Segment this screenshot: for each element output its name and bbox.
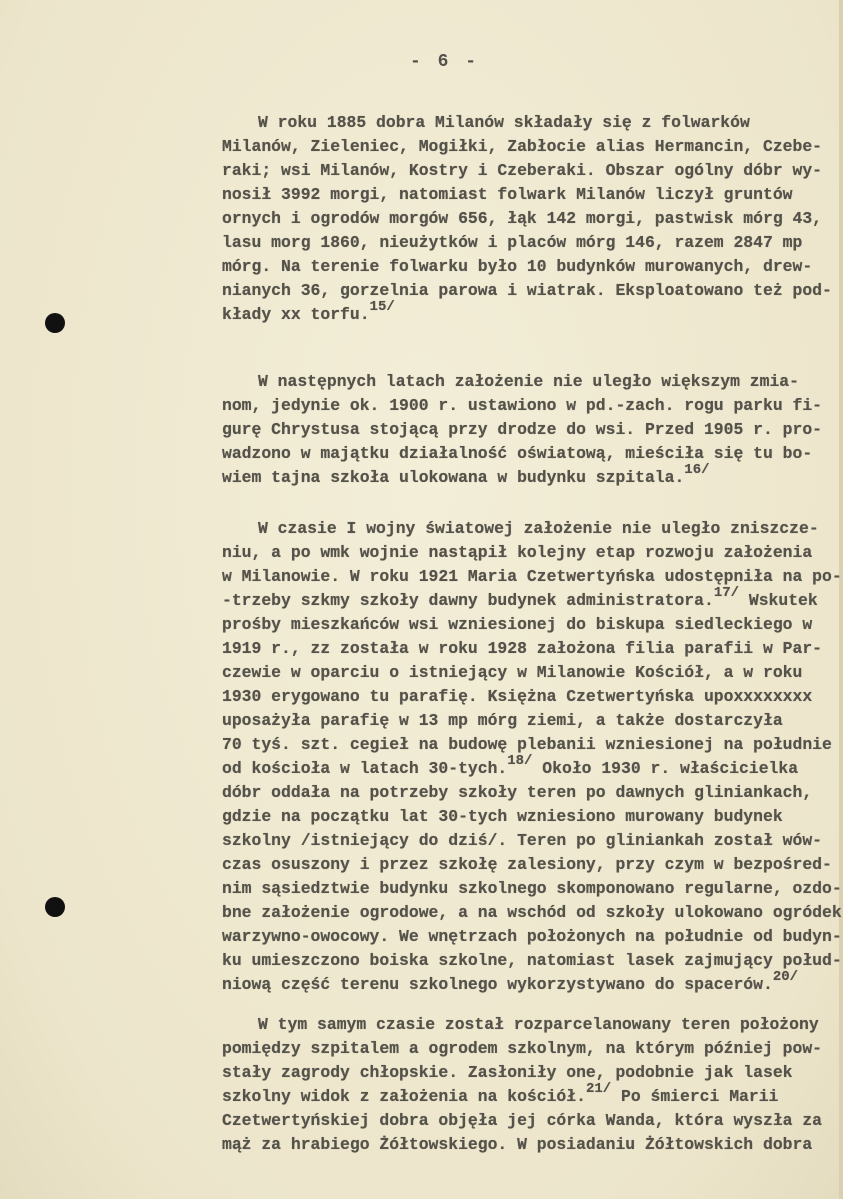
- paragraph-first-line: [258, 1015, 819, 1035]
- text-line: [222, 161, 822, 181]
- footnote-reference: 17/: [713, 585, 740, 601]
- text-line: [222, 783, 812, 803]
- line-text: nim sąsiedztwie budynku szkolnego skomponowano regularne, ozdo-: [222, 879, 842, 898]
- paragraph-first-line: [258, 519, 819, 539]
- line-text: od kościoła w latach 30-tych.: [222, 759, 508, 778]
- page-number: - 6 -: [410, 52, 480, 72]
- line-text: gurę Chrystusa stojącą przy drodze do wsi. Przed 1905 r. pro-: [222, 420, 822, 439]
- text-line: [222, 1081, 779, 1108]
- line-text: bne założenie ogrodowe, a na wschód od szkoły ulokowano ogródek: [222, 903, 842, 922]
- line-text: 1919 r., zz została w roku 1928 założona filia parafii w Par-: [222, 639, 822, 658]
- text-line: [222, 1135, 812, 1155]
- line-text: W czasie I wojny światowej założenie nie uległo zniszcze-: [258, 519, 819, 538]
- line-text: raki; wsi Milanów, Kostry i Czeberaki. Obszar ogólny dóbr wy-: [222, 161, 822, 180]
- footnote-reference: 20/: [772, 969, 799, 985]
- line-text: warzywno-owocowy. We wnętrzach położonych na południe od budyn-: [222, 927, 842, 946]
- text-line: [222, 711, 783, 731]
- text-line: [222, 687, 812, 707]
- line-text: stały zagrody chłopskie. Zasłoniły one, podobnie jak lasek: [222, 1063, 793, 1082]
- text-line: [222, 753, 799, 780]
- text-line: [222, 420, 822, 440]
- paragraph-first-line: [258, 113, 750, 133]
- text-line: [222, 462, 710, 489]
- line-text: Milanów, Zieleniec, Mogiłki, Zabłocie alias Hermancin, Czebe-: [222, 137, 822, 156]
- line-text: w Milanowie. W roku 1921 Maria Czetwertyńska udostępniła na po-: [222, 567, 842, 586]
- line-text: W tym samym czasie został rozparcelanowany teren położony: [258, 1015, 819, 1034]
- line-text: prośby mieszkańców wsi wzniesionej do biskupa siedleckiego w: [222, 615, 813, 634]
- text-line: [222, 543, 812, 563]
- text-line: [222, 615, 812, 635]
- line-text: nosił 3992 morgi, natomiast folwark Milanów liczył gruntów: [222, 185, 793, 204]
- text-line: [222, 396, 822, 416]
- text-line: [222, 209, 822, 229]
- line-text: nianych 36, gorzelnia parowa i wiatrak. Eksploatowano też pod-: [222, 281, 832, 300]
- line-text: W następnych latach założenie nie uległo większym zmia-: [258, 372, 799, 391]
- text-line: [222, 137, 822, 157]
- text-line: [222, 855, 832, 875]
- paragraph-first-line: [258, 372, 799, 392]
- text-line: [222, 639, 822, 659]
- page-edge: [839, 0, 843, 1199]
- line-text: pomiędzy szpitalem a ogrodem szkolnym, na którym później pow-: [222, 1039, 822, 1058]
- line-text: ornych i ogrodów morgów 656, łąk 142 morgi, pastwisk mórg 43,: [222, 209, 822, 228]
- text-line: [222, 444, 812, 464]
- line-text: gdzie na początku lat 30-tych wzniesiono murowany budynek: [222, 807, 783, 826]
- line-text: kłady xx torfu.: [222, 305, 370, 324]
- text-line: [222, 879, 842, 899]
- footnote-reference: 16/: [684, 462, 710, 478]
- line-text: wadzono w majątku działalność oświatową, mieściła się tu bo-: [222, 444, 813, 463]
- text-line: [222, 281, 832, 301]
- line-text: czas osuszony i przez szkołę zalesiony, przy czym w bezpośred-: [222, 855, 832, 874]
- line-text: lasu morg 1860, nieużytków i placów mórg 146, razem 2847 mp: [222, 233, 803, 252]
- text-line: [222, 185, 793, 205]
- line-text: mórg. Na terenie folwarku było 10 budynków murowanych, drew-: [222, 257, 813, 276]
- punch-hole-icon: [45, 897, 65, 917]
- line-text: mąż za hrabiego Żółtowskiego. W posiadaniu Żółtowskich dobra: [222, 1135, 813, 1154]
- text-line: [222, 831, 822, 851]
- line-text-continued: Wskutek: [739, 591, 818, 610]
- line-text: niową część terenu szkolnego wykorzystywano do spacerów.: [222, 975, 773, 994]
- line-text: uposażyła parafię w 13 mp mórg ziemi, a także dostarczyła: [222, 711, 783, 730]
- line-text-continued: Po śmierci Marii: [611, 1087, 779, 1106]
- line-text: szkolny /istniejący do dziś/. Teren po gliniankah został wów-: [222, 831, 822, 850]
- text-line: [222, 735, 832, 755]
- line-text: -trzeby szkmy szkoły dawny budynek administratora.: [222, 591, 714, 610]
- text-line: [222, 567, 842, 587]
- line-text: W roku 1885 dobra Milanów składały się z folwarków: [258, 113, 750, 132]
- text-line: [222, 299, 395, 326]
- footnote-reference: 21/: [585, 1081, 612, 1097]
- line-text: 70 tyś. szt. cegieł na budowę plebanii wzniesionej na południe: [222, 735, 832, 754]
- line-text: Czetwertyńskiej dobra objęła jej córka Wanda, która wyszła za: [222, 1111, 822, 1130]
- punch-hole-icon: [45, 313, 65, 333]
- text-line: [222, 233, 802, 253]
- text-line: [222, 663, 802, 683]
- line-text: ku umieszczono boiska szkolne, natomiast lasek zajmujący połud-: [222, 951, 842, 970]
- text-line: [222, 1111, 822, 1131]
- line-text: wiem tajna szkoła ulokowana w budynku szpitala.: [222, 468, 685, 487]
- text-line: [222, 927, 842, 947]
- line-text: nom, jedynie ok. 1900 r. ustawiono w pd.-zach. rogu parku fi-: [222, 396, 822, 415]
- footnote-reference: 15/: [369, 299, 395, 315]
- text-line: [222, 969, 799, 996]
- text-line: [222, 807, 783, 827]
- text-line: [222, 1063, 793, 1083]
- text-line: [222, 951, 842, 971]
- line-text-continued: Około 1930 r. właścicielka: [532, 759, 799, 778]
- line-text: 1930 erygowano tu parafię. Księżna Czetwertyńska upoxxxxxxxx: [222, 687, 813, 706]
- footnote-reference: 18/: [507, 753, 533, 769]
- text-line: [222, 903, 842, 923]
- text-line: [222, 1039, 822, 1059]
- line-text: czewie w oparciu o istniejący w Milanowie Kościół, a w roku: [222, 663, 803, 682]
- line-text: szkolny widok z założenia na kościół.: [222, 1087, 586, 1106]
- text-line: [222, 585, 818, 612]
- text-line: [222, 257, 812, 277]
- line-text: niu, a po wmk wojnie nastąpił kolejny etap rozwoju założenia: [222, 543, 813, 562]
- line-text: dóbr oddała na potrzeby szkoły teren po dawnych gliniankach,: [222, 783, 813, 802]
